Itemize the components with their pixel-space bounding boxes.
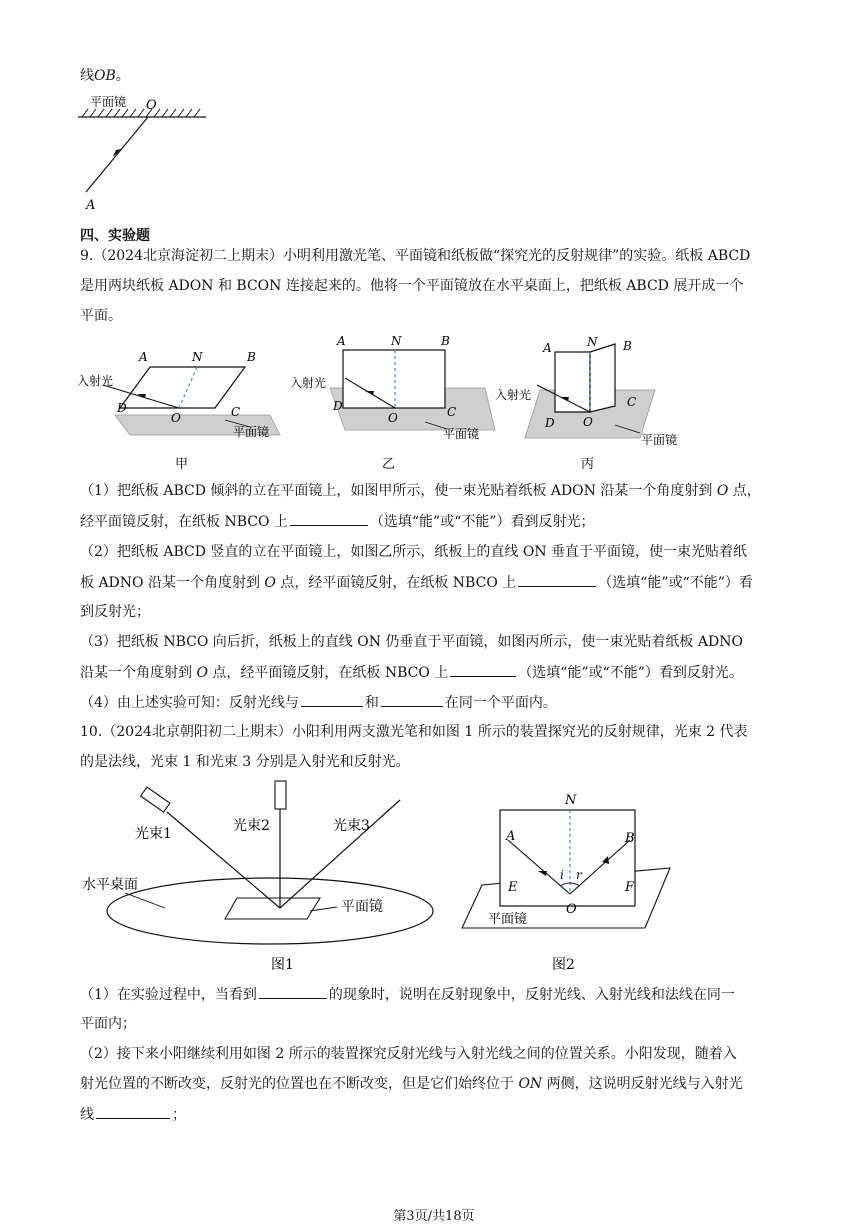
caption-jia: 甲 [175, 457, 189, 472]
q9-line-3: 平面。 [80, 308, 122, 324]
svg-text:A: A [337, 334, 346, 348]
beam3-label: 光束3 [333, 818, 370, 834]
q10-figure-1 [75, 778, 445, 978]
caption-yi: 乙 [382, 457, 396, 472]
answer-blank[interactable] [518, 572, 596, 587]
svg-text:D: D [333, 399, 343, 413]
svg-text:B: B [623, 339, 632, 353]
q10-sub2-line2: 射光位置的不断改变，反射光的位置也在不断改变，但是它们始终位于 ON 两侧，这说明反射光线与入射光 [80, 1076, 743, 1092]
svg-text:N: N [192, 350, 203, 364]
q9-sub3-line1: （3）把纸板 NBCO 向后折，纸板上的直线 ON 仍垂直于平面镜，如图丙所示，使一束光贴着纸板 ADNO [80, 634, 743, 650]
svg-text:A: A [139, 350, 148, 364]
q9-sub4: （4）由上述实验可知：反射光线与 和 在同一个平面内。 [80, 692, 557, 713]
q9-line-2: 是用两块纸板 ADON 和 BCON 连接起来的。他将一个平面镜放在水平桌面上，把纸板 ABCD 展开成一个 [80, 278, 744, 294]
figure-yi [290, 334, 495, 472]
section-title: 四、实验题 [80, 228, 150, 244]
answer-blank[interactable] [381, 692, 443, 707]
svg-text:r: r [576, 868, 582, 882]
figure-bing [495, 335, 677, 472]
q10-sub1-line2: 平面内； [80, 1016, 136, 1032]
svg-text:D: D [545, 416, 555, 430]
q9-sub3-line2: 沿某一个角度射到 O 点，经平面镜反射，在纸板 NBCO 上 （选填“能”或“不能”）看到反射光。 [80, 662, 743, 683]
svg-text:N: N [391, 334, 402, 348]
q9-line-1: 9.（2024北京海淀初二上期末）小明利用激光笔、平面镜和纸板做“探究光的反射规律”的实验。纸板 ABCD [80, 248, 751, 264]
svg-text:i: i [560, 868, 564, 882]
svg-text:A: A [543, 341, 552, 355]
q9-sub1-line1: （1）把纸板 ABCD 倾斜的立在平面镜上，如图甲所示，使一束光贴着纸板 ADON 沿某一个角度射到 O 点， [80, 483, 761, 499]
svg-text:O: O [566, 902, 577, 917]
q10-figure-2 [460, 790, 680, 980]
mirror-label: 平面镜 [341, 899, 383, 915]
svg-text:A: A [506, 829, 516, 844]
svg-text:E: E [508, 880, 518, 895]
beam1-label: 光束1 [135, 826, 172, 842]
svg-text:B: B [247, 350, 256, 364]
fig1-caption: 图1 [271, 957, 294, 973]
answer-blank[interactable] [450, 662, 516, 677]
svg-text:C: C [447, 405, 457, 419]
fig2-caption: 图2 [552, 957, 575, 973]
q9-sub2-line3: 到反射光； [80, 604, 150, 620]
q9-sub2-line1: （2）把纸板 ABCD 竖直的立在平面镜上，如图乙所示，纸板上的直线 ON 垂直于平面镜，使一束光贴着纸 [80, 544, 748, 560]
top-line: 线OB。 [80, 68, 130, 84]
svg-text:O: O [583, 415, 593, 429]
svg-text:N: N [565, 793, 577, 808]
svg-text:D: D [117, 401, 127, 415]
caption-bing: 丙 [581, 457, 595, 472]
svg-text:C: C [627, 395, 637, 409]
q9-sub1-line2: 经平面镜反射，在纸板 NBCO 上 （选填“能”或“不能”）看到反射光； [80, 511, 595, 532]
svg-text:入射光: 入射光 [77, 374, 114, 388]
answer-blank[interactable] [259, 984, 327, 999]
q10-sub2-line1: （2）接下来小阳继续利用如图 2 所示的装置探究反射光线与入射光线之间的位置关系。小阳发现，随着入 [80, 1046, 737, 1062]
mirror-label: 平面镜 [488, 912, 528, 927]
q10-sub2-line3: 线 ； [80, 1104, 186, 1125]
q10-line-2: 的是法线，光束 1 和光束 3 分别是入射光和反射光。 [80, 754, 410, 770]
svg-text:平面镜: 平面镜 [233, 425, 270, 439]
q10-sub1-line1: （1）在实验过程中，当看到 的现象时，说明在反射现象中，反射光线、入射光线和法线在同一 [80, 984, 735, 1005]
svg-text:平面镜: 平面镜 [641, 433, 678, 447]
q9-figures [75, 330, 695, 475]
svg-text:B: B [441, 334, 450, 348]
svg-text:B: B [625, 831, 635, 846]
svg-text:F: F [625, 880, 635, 895]
svg-text:O: O [388, 411, 398, 425]
q9-sub2-line2: 板 ADNO 沿某一个角度射到 O 点，经平面镜反射，在纸板 NBCO 上 （选填“能”或“不能”）看 [80, 572, 753, 593]
answer-blank[interactable] [96, 1104, 170, 1119]
point-o-label: O [146, 98, 157, 113]
figure-jia [77, 350, 280, 472]
q10-line-1: 10.（2024北京朝阳初二上期末）小阳利用两支激光笔和如图 1 所示的装置探究光的反射规律，光束 2 代表 [80, 724, 748, 740]
mirror-label: 平面镜 [90, 95, 127, 109]
svg-text:C: C [231, 405, 241, 419]
svg-text:N: N [587, 335, 598, 349]
answer-blank[interactable] [301, 692, 363, 707]
page-footer: 第3页/共18页 [393, 1209, 475, 1224]
svg-text:O: O [171, 411, 181, 425]
answer-blank[interactable] [290, 511, 368, 526]
table-label: 水平桌面 [82, 877, 138, 893]
svg-text:入射光: 入射光 [495, 388, 532, 402]
svg-text:平面镜: 平面镜 [443, 427, 480, 441]
mirror-figure-top [70, 92, 220, 217]
beam2-label: 光束2 [233, 818, 270, 834]
svg-text:入射光: 入射光 [290, 376, 327, 390]
point-a-label: A [86, 198, 96, 213]
